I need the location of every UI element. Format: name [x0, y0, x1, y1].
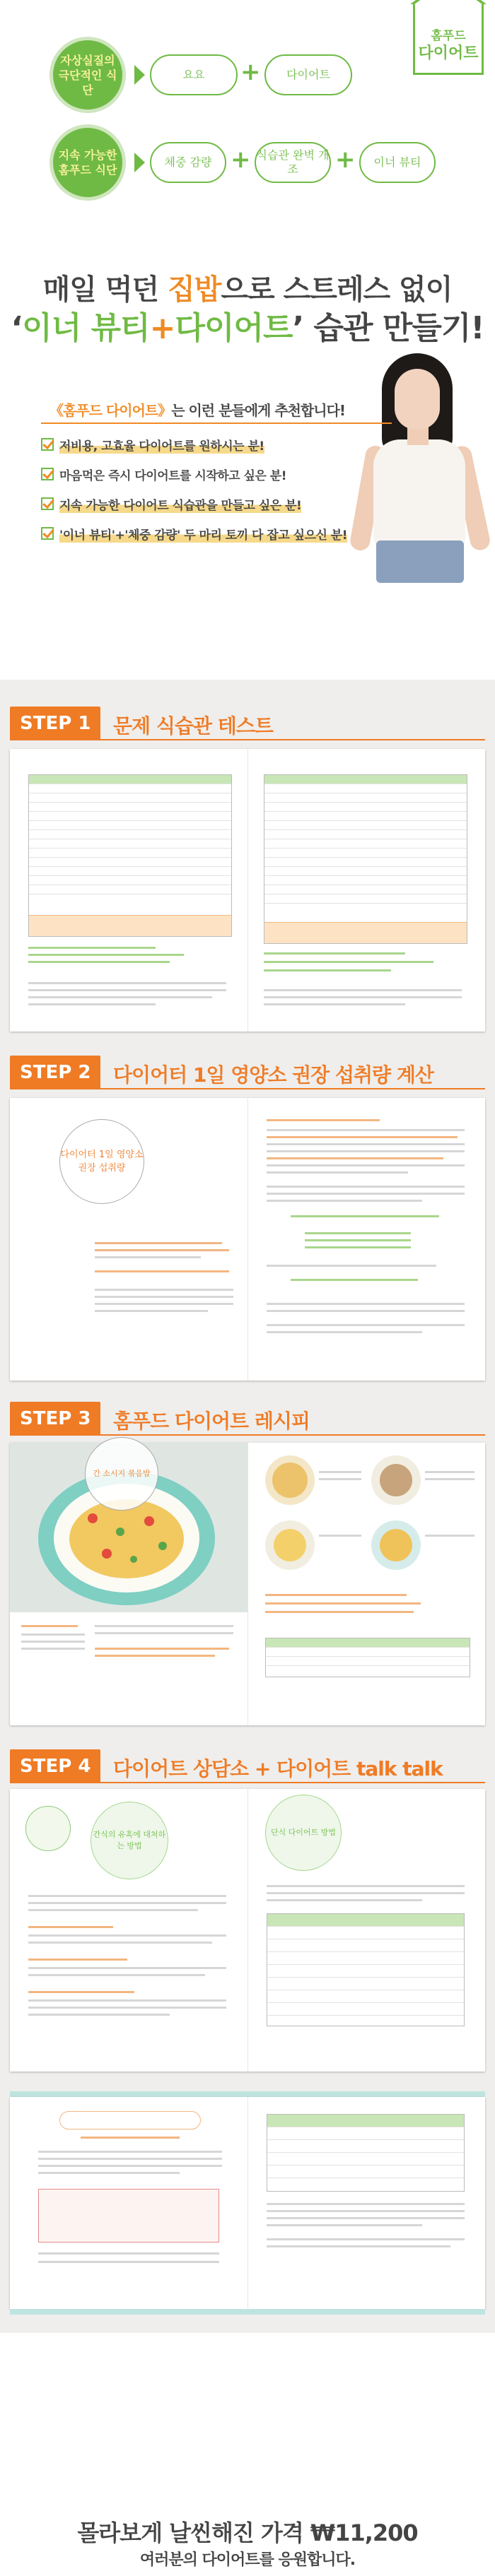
step-title: 홈푸드 다이어트 레시피 [113, 1410, 310, 1433]
plus-icon: + [240, 58, 261, 86]
list-item: 마음먹은 즉시 다이어트를 시작하고 싶은 분! [41, 459, 347, 489]
box-yoyo: 요요 [150, 54, 238, 95]
step-4-header [10, 1749, 485, 1783]
book-spread-4 [10, 1789, 485, 2072]
tip-box [38, 2189, 219, 2243]
box-inner-beauty: 이너 뷰티 [359, 142, 436, 183]
book-spread-1 [10, 749, 485, 1032]
topic-badge: 단식 다이어트 방법 [265, 1795, 342, 1871]
fasting-table [267, 1913, 465, 2026]
box-habit: 식습관 완벽 개조 [255, 142, 331, 183]
section-badge: 다이어터 1일 영양소 권장 섭취량 [59, 1119, 144, 1204]
step-badge: STEP 1 [10, 707, 100, 740]
logo-line2: 다이어트 [418, 45, 479, 62]
step-title: 문제 식습관 테스트 [113, 714, 273, 738]
price-text: 몰라보게 날씬해진 가격 ₩11,200 [77, 2519, 418, 2546]
topic-badge: 간식의 유혹에 대처하는 방법 [91, 1802, 168, 1879]
nutrition-table [265, 1638, 470, 1677]
recipe-title-badge: 간 소시지 볶음밥 [85, 1437, 158, 1511]
step-badge: STEP 2 [10, 1056, 100, 1089]
step-title: 다이어트 상담소 + 다이어트 talk talk [113, 1757, 443, 1780]
plus-icon: + [335, 146, 356, 174]
price-value: ₩11,200 [310, 2519, 418, 2546]
headline-line2: ‘이너 뷰티+다이어트’ 습관 만들기! [11, 310, 484, 346]
consult-badge [25, 1806, 71, 1851]
test-table [264, 774, 467, 944]
book-spread-3 [10, 1443, 485, 1725]
check-icon [41, 468, 54, 480]
recommend-title: 《홈푸드 다이어트》는 이런 분들에게 추천합니다! [50, 402, 346, 419]
top-diagram [0, 0, 495, 212]
check-icon [41, 527, 54, 540]
step-title: 다이어터 1일 영양소 권장 섭취량 계산 [113, 1063, 433, 1087]
step-badge: STEP 4 [10, 1749, 100, 1783]
headline-line1: 매일 먹던 집밥으로 스트레스 없이 [42, 273, 453, 306]
plus-icon: + [231, 146, 251, 174]
test-table [28, 774, 232, 937]
extreme-diet-circle: 자상실질의 극단적인 식단 [50, 37, 126, 113]
cheer-text: 여러분의 다이어트를 응원합니다. [139, 2551, 356, 2569]
recommend-list [41, 430, 347, 548]
check-icon [41, 438, 54, 451]
list-item: 지속 가능한 다이어트 식습관을 만들고 싶은 분! [41, 489, 347, 519]
sustainable-diet-circle: 지속 가능한 홈푸드 식단 [50, 124, 126, 201]
logo-line1: 홈푸드 [431, 29, 466, 43]
step-1-header [10, 707, 485, 740]
divider [41, 423, 392, 424]
talk-title-badge [59, 2111, 201, 2129]
schedule-table [267, 2114, 465, 2192]
check-icon [41, 497, 54, 510]
model-photo [354, 353, 488, 593]
step-2-header [10, 1056, 485, 1089]
arrow-icon [134, 153, 145, 172]
arrow-icon [134, 65, 145, 85]
box-weight-loss: 체중 감량 [150, 142, 226, 183]
book-spread-5 [10, 2097, 485, 2309]
step-badge: STEP 3 [10, 1402, 100, 1436]
step-3-header [10, 1402, 485, 1436]
box-diet: 다이어트 [264, 54, 352, 95]
list-item: '이너 뷰티'+'체중 감량' 두 마리 토끼 다 잡고 싶으신 분! [41, 519, 347, 548]
book-spread-2 [10, 1098, 485, 1381]
list-item: 저비용, 고효율 다이어트를 원하시는 분! [41, 430, 347, 459]
